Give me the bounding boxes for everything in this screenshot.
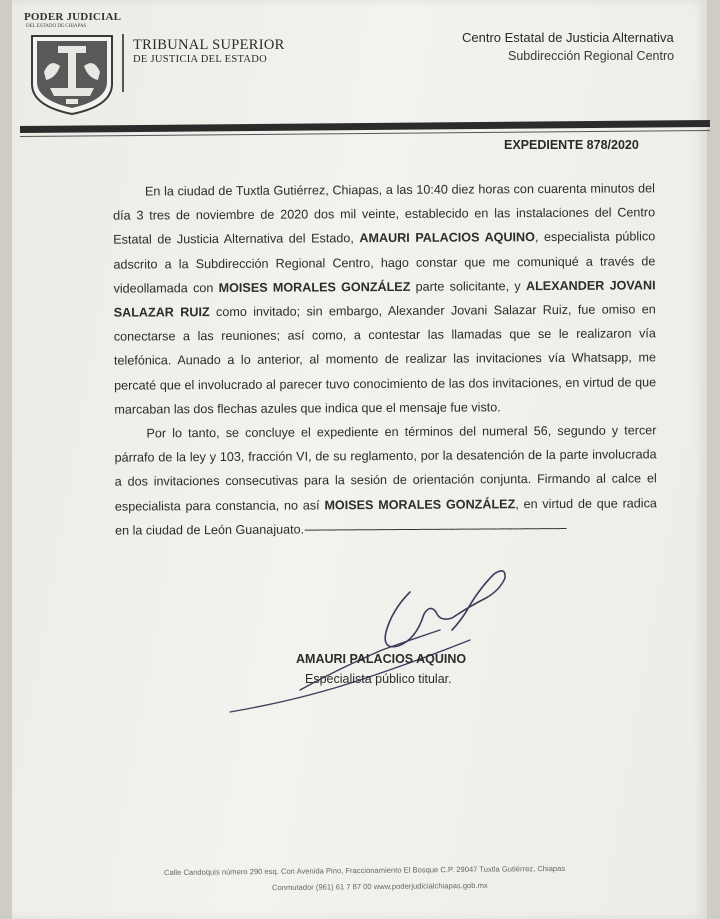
center-subdivision: Subdirección Regional Centro	[508, 49, 675, 63]
paragraph-2: Por lo tanto, se concluye el expediente en términos del numeral 56, segundo y tercer párrafo de la ley y 103, fracción VI, de su reglamento, por la desatención de la parte involucrada a dos invitaciones consecutivas para la sesión de orientación conjunta. Firmando al calce el especialista para constancia, no así MOISES MORALES GONZÁLEZ, en virtud de que radica en la ciudad de León Guanajuato.----------------------------------------------------------------------------------	[114, 423, 657, 538]
paragraph-1: En la ciudad de Tuxtla Gutiérrez, Chiapas, a las 10:40 diez horas con cuarenta minutos del día 3 tres de noviembre de 2020 dos mil veinte, establecido en las instalaciones del Centro Estatal de Justicia Alternativa del Estado, AMAURI PALACIOS AQUINO, especialista público adscrito a la Subdirección Regional Centro, hago constar que me comuniqué a través de videollamada con MOISES MORALES GONZÁLEZ parte solicitante, y ALEXANDER JOVANI SALAZAR RUIZ como invitado; sin embargo, Alexander Jovani Salazar Ruiz, fue omiso en conectarse a las reuniones; así como, a contestar las llamadas que se le realizaron vía telefónica. Aunado a lo anterior, al momento de realizar las invitaciones vía Whatsapp, me percaté que el involucrado al parecer tuvo conocimiento de las dos invitaciones, en virtud de que marcaban las dos flechas azules que indica que el mensaje fue visto.	[113, 181, 657, 417]
tribunal-subtitle: DE JUSTICIA DEL ESTADO	[133, 54, 267, 65]
specialist-name: AMAURI PALACIOS AQUINO	[359, 230, 535, 246]
header-divider	[122, 34, 124, 92]
dash-fill: ----------------------------------------------------------------------------------	[304, 520, 567, 537]
signer-name: AMAURI PALACIOS AQUINO	[296, 652, 467, 666]
court-seal-logo	[22, 11, 122, 116]
seal-subtitle: DEL ESTADO DE CHIAPAS	[26, 24, 87, 29]
case-number: EXPEDIENTE 878/2020	[504, 138, 639, 152]
applicant-name: MOISES MORALES GONZÁLEZ	[218, 279, 411, 295]
invitee-name: ALEXANDER JOVANI SALAZAR RUIZ	[113, 278, 656, 320]
tribunal-title: TRIBUNAL SUPERIOR	[133, 37, 285, 53]
seal-title: PODER JUDICIAL	[24, 11, 122, 23]
footer-address: Calle Candoquis número 290 esq. Con Avenida Pino, Fraccionamiento El Bosque C.P. 29047 Tuxtla Gutiérrez, Chiapas	[163, 863, 566, 878]
footer-contact: Conmutador (961) 61 7 87 00 www.poderjudicialchiapas.gob.mx	[271, 880, 488, 893]
document-body	[113, 176, 657, 542]
center-name: Centro Estatal de Justicia Alternativa	[462, 30, 674, 45]
applicant-name-2: MOISES MORALES GONZÁLEZ	[324, 496, 516, 513]
signer-title: Especialista público titular.	[305, 672, 452, 686]
